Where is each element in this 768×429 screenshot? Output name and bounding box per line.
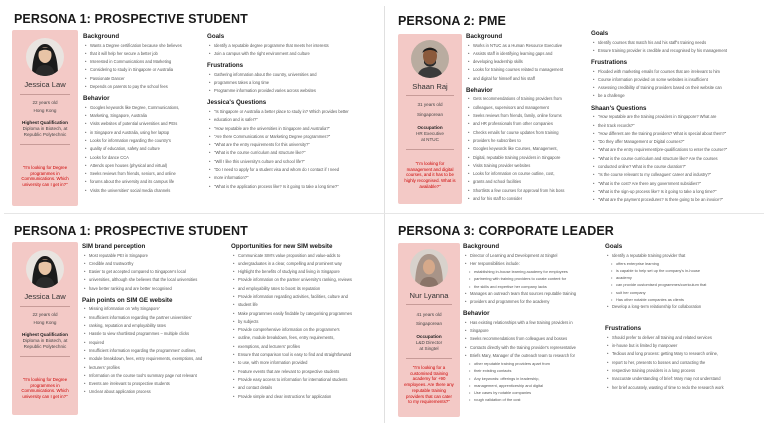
list-subitem: • Use cases by notable companies <box>463 389 589 396</box>
list-subitem: • is capable to help set up the company's in-house <box>605 267 765 274</box>
list-item: • Flooded with marketing emails for courses that are irrelevant to him <box>591 68 763 76</box>
persona-card <box>12 242 78 415</box>
list-item: • Her responsibilities include: <box>463 260 589 268</box>
list-item: • Digital, reputable training providers in Singapore <box>466 154 582 162</box>
opportunities-list <box>231 252 381 401</box>
list-item: • outline, module breakdown, fees, entry requirements, <box>231 334 381 342</box>
list-item: • forums about the university and its campus life <box>83 178 195 186</box>
persona-age: 31 years old <box>417 102 443 107</box>
card-divider <box>20 144 70 145</box>
list-item: • Provide information on the partner university's ranking, reviews <box>231 276 381 284</box>
list-item: • Most reputable PEI in Singapore <box>82 252 222 260</box>
list-item: • Visits training provider websites <box>466 162 582 170</box>
behavior-heading: Behavior <box>83 95 110 103</box>
list-item: • Seeks reviews from friends, family, online forums <box>466 112 582 120</box>
list-subitem: • establishing in-house learning academy for employees <box>463 268 589 275</box>
behavior-heading: Behavior <box>463 310 490 318</box>
card-divider <box>406 358 452 359</box>
list-item: • ranking, reputation and employability rates <box>82 322 222 330</box>
list-item: • education and is safer?" <box>207 116 379 124</box>
background-list <box>463 252 589 307</box>
list-item: • to use, with more information provided <box>231 359 381 367</box>
persona-location: Singaporean <box>415 321 443 326</box>
pain-points-heading: Pain points on SIM GE website <box>82 296 173 304</box>
list-subitem: • can provide customised programmes/curriculum that <box>605 281 765 288</box>
frustrations-heading: Frustrations <box>591 59 628 67</box>
list-item: • programmes takes a long time <box>207 79 379 87</box>
list-item: • Ensure that comparison tool is easy to find and straightforward <box>231 351 381 359</box>
list-item: • "Is the course relevant to my colleagues' career and industry?" <box>591 171 763 179</box>
list-item: • Depends on parents to pay the school fees <box>83 83 195 91</box>
list-item: • Considering to study in Singapore or Australia <box>83 66 195 74</box>
frustrations-heading: Frustrations <box>605 325 642 333</box>
behavior-list <box>466 95 582 203</box>
p3-left-column <box>82 243 222 397</box>
list-item: • module breakdown, fees, entry requirements, exemptions, and <box>82 355 222 363</box>
p4-right-column <box>605 243 765 392</box>
list-item: • Seeks recommendations from colleagues and bosses <box>463 335 589 343</box>
list-item: • colleagues, supervisors and management <box>466 104 582 112</box>
list-item: • Credible and trustworthy <box>82 260 222 268</box>
list-item: • Insufficient information regarding the programmes' outlines, <box>82 347 222 355</box>
list-item: • Easier to get accepted compared to Singapore's local <box>82 268 222 276</box>
persona-quote: "I'm looking for management and digital courses, and it has to be highly recognised. What is available?" <box>404 161 456 189</box>
persona-name: Jessica Law <box>24 80 66 89</box>
list-item: • Singapore <box>463 327 589 335</box>
list-subitem: • offers enterprise learning <box>605 260 765 267</box>
list-item: • Make programmes easily findable by categorising programmes <box>231 310 381 318</box>
list-item: • Briefs Mary, Manager of the outreach team to research for <box>463 352 589 360</box>
questions-heading: Jessica's Questions <box>207 99 267 107</box>
list-item: • Director of Learning and Development at Singtel <box>463 252 589 260</box>
list-item: • Has existing relationships with a few training providers in <box>463 319 589 327</box>
list-item: • "What are the payment procedures? Is there going to be an invoice?" <box>591 196 763 204</box>
qualification-label: Highest Qualification <box>22 332 68 337</box>
card-divider <box>20 94 70 95</box>
list-item: • "What are the entry requirement/pre-qualifications to enter the course?" <box>591 146 763 154</box>
list-item: • Should prefer to deliver all training and related services <box>605 334 765 342</box>
list-item: • grants and school facilities <box>466 178 582 186</box>
list-subitem: • the skills and expertise her company lacks <box>463 283 589 290</box>
list-item: • Provide simple and clear instructions for application <box>231 393 381 401</box>
frustrations-list <box>207 71 379 96</box>
list-item: • Gathering information about the country, universities and <box>207 71 379 79</box>
list-item: • Works in NTUC as a Human Resource Executive <box>466 42 582 50</box>
persona-location: Singaporean <box>416 112 444 117</box>
p1-left-column <box>83 33 195 195</box>
list-item: • Seeks reviews from friends, seniors, and online <box>83 170 195 178</box>
behavior-list <box>83 104 195 195</box>
list-item: • Looks for dance CCA <box>83 154 195 162</box>
p2-left-column <box>466 33 582 203</box>
card-divider <box>406 149 454 150</box>
persona-location: Hong Kong <box>33 108 57 113</box>
persona-title: PERSONA 1: PROSPECTIVE STUDENT <box>14 12 248 26</box>
goals-list <box>605 252 765 312</box>
questions-list <box>591 113 763 204</box>
middle-divider <box>4 213 764 214</box>
goals-list <box>591 39 763 56</box>
list-subitem: • partnering with training providers to curate content for <box>463 275 589 282</box>
occupation-line: at Singtel <box>419 346 439 351</box>
list-item: • their track records?" <box>591 122 763 130</box>
avatar <box>26 250 64 288</box>
list-item: • report to her, presents to bosses and contacting the <box>605 359 765 367</box>
list-item: • "What is the sign-up process like? Is it going to take a long time?" <box>591 188 763 196</box>
occupation-line: HR Executive <box>416 131 444 136</box>
list-item: • Provide easy access to information for international students <box>231 376 381 384</box>
list-item: • that it will help her secure a better job <box>83 50 195 58</box>
list-item: • "Are there Communications or Marketing Degree programmes?" <box>207 133 379 141</box>
list-item: • and for his staff to consider <box>466 195 582 203</box>
list-item: • Feature events that are relevant to prospective students <box>231 368 381 376</box>
list-item: • providers he subscribes to <box>466 137 582 145</box>
list-item: • her brief accurately, wasting of time to redo the research work <box>605 384 765 392</box>
list-item: • Identify a reputable degree programme that meets her interests <box>207 42 379 50</box>
list-item: • Identify a reputable training provider that <box>605 252 765 260</box>
questions-heading: Shaan's Questions <box>591 104 647 112</box>
persona-age: 22 years old <box>32 100 58 105</box>
list-item: • Unclear about application process <box>82 388 222 396</box>
qualification-label: Highest Qualification <box>22 120 68 125</box>
list-item: • Googles keywords like Degree, Communications, <box>83 104 195 112</box>
background-heading: Background <box>466 33 503 40</box>
p3-right-column <box>231 243 381 401</box>
persona-title: PERSONA 3: CORPORATE LEADER <box>398 224 614 238</box>
persona-quote: "I'm looking for Degree programmes in Communications. Which university can I get in?" <box>21 377 69 400</box>
list-item: • by subjects <box>231 318 381 326</box>
list-item: • be a challenge <box>591 92 763 100</box>
list-item: • "Is Singapore or Australia a better place to study in? Which provides better <box>207 108 379 116</box>
list-item: • have better ranking and are better recognised <box>82 285 222 293</box>
list-item: • and employability rates to boost its reputation <box>231 285 381 293</box>
persona-title: PERSONA 1: PROSPECTIVE STUDENT <box>14 224 248 238</box>
persona-name: Nur Lyanna <box>409 291 449 300</box>
list-item: • Looks for training courses related to management <box>466 66 582 74</box>
occupation-line: L&D Director <box>415 340 443 345</box>
goals-heading: Goals <box>591 30 609 37</box>
list-subitem: • Any keywords: offerings in leadership, <box>463 375 589 382</box>
qualification-line: Diploma in Biotech, at <box>22 338 68 343</box>
list-item: • universities, although she believes that the local universities <box>82 276 222 284</box>
behavior-heading: Behavior <box>466 86 493 94</box>
list-item: • Inaccurate understanding of brief: Mary may not understand <box>605 375 765 383</box>
opportunities-heading: Opportunities for new SIM website <box>231 243 333 250</box>
occupation-label: Occupation <box>417 125 443 130</box>
center-divider <box>384 6 385 423</box>
perception-heading: SIM brand perception <box>82 243 146 250</box>
list-item: • Course information provided on some websites is insufficient <box>591 76 763 84</box>
list-item: • "What is the application process like? Is it going to take a long time?" <box>207 183 379 191</box>
list-subitem: • Has other notable companies as clients <box>605 296 765 303</box>
qualification-line: Republic Polytechnic <box>23 344 67 349</box>
persona-name: Jessica Law <box>24 292 66 301</box>
list-item: • and HR professionals from other companies <box>466 120 582 128</box>
persona-age: 41 years old <box>416 312 442 317</box>
list-subitem: • other reputable training providers apart from <box>463 360 589 367</box>
list-item: • "Do I need to apply for a student visa and whom do I contact if I need <box>207 166 379 174</box>
goals-heading: Goals <box>207 33 225 40</box>
list-item: • quality of education, safety and culture <box>83 145 195 153</box>
list-item: • in Singapore and Australia, using her laptop <box>83 129 195 137</box>
list-item: • Visits websites of potential universities and PEIs <box>83 120 195 128</box>
list-item: • Tedious and long process: getting Mary to research online, <box>605 350 765 358</box>
list-item: • and digital for himself and his staff <box>466 75 582 83</box>
list-subitem: • management, apprenticeship and digital <box>463 382 589 389</box>
list-subitem: • academy <box>605 274 765 281</box>
frustrations-list <box>591 68 763 101</box>
list-item: • Googles keywords like Courses, Management, <box>466 145 582 153</box>
behavior-list <box>463 319 589 404</box>
frustrations-list <box>605 334 765 392</box>
list-item: • Ensure training provider is credible and recognised by his management <box>591 47 763 55</box>
list-item: • Looks for information on course outline, cost, <box>466 170 582 178</box>
goals-heading: Goals <box>605 243 623 250</box>
list-item: • Manages an outreach team that sources reputable training <box>463 290 589 298</box>
list-item: • Provide comprehensive information on the programme's <box>231 326 381 334</box>
list-item: • Highlight the benefits of studying and living in Singapore <box>231 268 381 276</box>
occupation-label: Occupation <box>416 334 442 339</box>
persona-card <box>398 243 460 417</box>
list-item: • in-house but is limited by manpower <box>605 342 765 350</box>
list-item: • Looks for information regarding the country's <box>83 137 195 145</box>
list-item: • and contact details <box>231 384 381 392</box>
list-item: • required <box>82 339 222 347</box>
persona-card <box>12 30 78 206</box>
list-item: • Interested in Communications and Marketing <box>83 58 195 66</box>
list-item: • "Will I like this university's culture and school life?" <box>207 158 379 166</box>
list-item: • providers and programmes for the academy <box>463 298 589 306</box>
list-item: • Shortlists a few courses for approval from his boss <box>466 187 582 195</box>
list-item: • more information?" <box>207 174 379 182</box>
qualification-line: Republic Polytechnic <box>23 132 67 137</box>
list-item: • Marketing, Singapore, Australia <box>83 112 195 120</box>
pain-points-list <box>82 305 222 396</box>
list-item: • Information on the course tool's summary page not relevant <box>82 372 222 380</box>
list-item: • Join a campus with the right environment and culture <box>207 50 379 58</box>
persona-location: Hong Kong <box>33 320 57 325</box>
list-item: • Missing information on 'why Singapore' <box>82 305 222 313</box>
persona-card <box>398 34 462 204</box>
card-divider <box>20 306 70 307</box>
list-subitem: • their existing contacts <box>463 367 589 374</box>
avatar <box>410 249 448 287</box>
list-item: • exemptions, and lecturers' profiles <box>231 343 381 351</box>
perception-list <box>82 252 222 293</box>
card-divider <box>20 356 70 357</box>
list-item: • developing leadership skills <box>466 58 582 66</box>
list-item: • "What are the entry requirements for this university?" <box>207 141 379 149</box>
list-item: • Events are irrelevant to prospective students <box>82 380 222 388</box>
list-item: • Visits the universities' social media channels <box>83 187 195 195</box>
list-item: • "What is the cost? Are there any government subsidies?" <box>591 180 763 188</box>
list-item: • Assists staff in identifying learning gaps and <box>466 50 582 58</box>
list-item: • Identify courses that match his and his staff's training needs <box>591 39 763 47</box>
list-item: • Attends open houses (physical and virtual) <box>83 162 195 170</box>
avatar <box>411 40 449 78</box>
persona-title: PERSONA 2: PME <box>398 14 506 28</box>
list-item: • respective training providers is a long process <box>605 367 765 375</box>
list-item: • Provide information regarding activities, facilities, culture and <box>231 293 381 301</box>
list-item: • Insufficient information regarding the partner universities' <box>82 314 222 322</box>
list-item: • Communicate SIM's value proposition and value-adds to <box>231 252 381 260</box>
list-subitem: • rough validation of the cost <box>463 396 589 403</box>
list-subitem: • suit her company <box>605 289 765 296</box>
background-list <box>83 42 195 92</box>
list-item: • lecturers' profiles <box>82 364 222 372</box>
persona-quote: "I'm looking for Degree programmes in Communications. Which university can I get in?" <box>21 165 69 188</box>
list-item: • Assessing credibility of training providers based on their website can <box>591 84 763 92</box>
list-item: • conducted online? What is the course duration?" <box>591 163 763 171</box>
card-divider <box>406 95 454 96</box>
persona-age: 22 years old <box>32 312 58 317</box>
list-item: • "How reputable are the universities in Singapore and Australia?" <box>207 125 379 133</box>
qualification-line: Diploma in Biotech, at <box>22 126 68 131</box>
list-item: • "How different are the training providers? What is special about them?" <box>591 130 763 138</box>
list-item: • Wants a Degree certification because she believes <box>83 42 195 50</box>
list-item: • "What is the course curriculum and structure like? Are the courses <box>591 155 763 163</box>
frustrations-heading: Frustrations <box>207 62 244 70</box>
p2-right-column <box>591 30 763 205</box>
list-item: • Develop a long-term relationship for collaboration <box>605 303 765 311</box>
goals-list <box>207 42 379 59</box>
list-item: • "Do they offer Management or Digital courses?" <box>591 138 763 146</box>
persona-quote: "I'm looking for a customised training academy for +90 employees. Are there any reputable training providers that can cater to my requirements?" <box>404 365 454 405</box>
card-divider <box>406 304 452 305</box>
background-heading: Background <box>463 243 500 250</box>
list-item: • undergraduates in a clear, compelling and prominent way <box>231 260 381 268</box>
p4-left-column <box>463 243 589 404</box>
questions-list <box>207 108 379 191</box>
list-item: • "How reputable are the training providers in Singapore? What are <box>591 113 763 121</box>
list-item: • Gets recommendations of training providers from <box>466 95 582 103</box>
background-heading: Background <box>83 33 120 40</box>
list-item: • Programme information provided varies across websites <box>207 87 379 95</box>
list-item: • "What is the course curriculum and structure like?" <box>207 149 379 157</box>
list-item: • student life <box>231 301 381 309</box>
background-list <box>466 42 582 83</box>
persona-name: Shaan Raj <box>412 82 448 91</box>
list-item: • Hassle to view shortlisted programmes – multiple clicks <box>82 330 222 338</box>
list-item: • Passionate Dancer <box>83 75 195 83</box>
list-item: • Checks emails for course updates from training <box>466 129 582 137</box>
occupation-line: at NTUC <box>421 137 439 142</box>
avatar <box>26 38 64 76</box>
list-item: • Contacts directly with the training provider's representative <box>463 344 589 352</box>
p1-right-column <box>207 33 379 191</box>
